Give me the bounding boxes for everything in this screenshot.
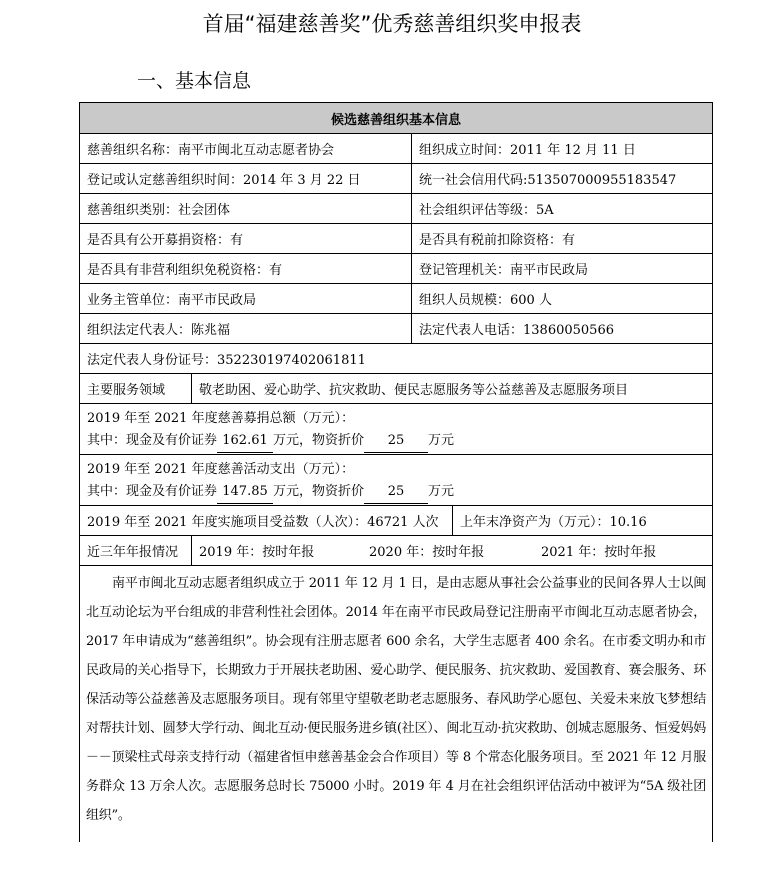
public-fundraising-field: 是否具有公开募捐资格：有 xyxy=(87,233,244,248)
donations-suffix: 万元 xyxy=(428,433,455,448)
donations-block xyxy=(80,404,712,454)
expenses-mid: 万元，物资折价 xyxy=(273,484,365,499)
founded-date-field: 组织成立时间：2011 年 12 月 11 日 xyxy=(411,134,712,163)
table-row xyxy=(80,536,712,566)
table-row xyxy=(80,455,712,506)
donations-prefix: 其中：现金及有价证券 xyxy=(87,433,218,448)
expenses-block xyxy=(80,455,712,505)
expenses-goods-value: 25 xyxy=(364,481,428,504)
expenses-detail xyxy=(87,481,705,504)
introduction-text: 南平市闽北互动志愿者组织成立于 2011 年 12 月 1 日，是由志愿从事社会公益事业的民间各界人士以闽北互动论坛为平台组成的非营利性社会团体。2014 年在南平市民政局登记注册南平市闽北互动志愿者协会，2017 年申请成为“慈善组织”。协会现有注册志愿者 600 余名，大学生志愿者 400 余名。在市委文明办和市民政局的关心指导下，长期致力于开展扶老助困、爱心助学、便民服务、抗灾救助、爱国教育、赛会服务、环保活动等公益慈善及志愿服务项目。现有邻里守望敬老助老志愿服务、春风助学心愿包、关爱未来放飞梦想结对帮扶计划、圆梦大学行动、闽北互动·便民服务进乡镇(社区）、闽北互动·抗灾救助、创城志愿服务、恒爱妈妈－－顶梁柱式母亲支持行动（福建省恒申慈善基金会合作项目）等 8 个常态化服务项目。至 2021 年 12 月服务群众 13 万余人次。志愿服务总时长 75000 小时。2019 年 4 月在社会组织评估活动中被评为“5A 级社团组织”。 xyxy=(86,576,706,823)
legal-rep-id-field: 法定代表人身份证号：352230197402061811 xyxy=(87,353,366,368)
table-row xyxy=(80,254,712,284)
table-row xyxy=(80,224,712,254)
supervising-unit-field: 业务主管单位：南平市民政局 xyxy=(87,293,257,308)
donations-cash-value: 162.61 xyxy=(217,430,273,453)
beneficiaries-field: 2019 年至 2021 年度实施项目受益数（人次）：46721 人次 xyxy=(87,515,439,530)
section-heading: 一、基本信息 xyxy=(137,70,252,92)
annual-report-values xyxy=(191,536,712,565)
evaluation-level-field: 社会组织评估等级：5A xyxy=(411,194,712,223)
table-row xyxy=(80,506,712,536)
table-row xyxy=(80,284,712,314)
org-category-field: 慈善组织类别：社会团体 xyxy=(87,203,231,218)
table-row xyxy=(80,134,712,164)
table-row xyxy=(80,344,712,374)
expenses-suffix: 万元 xyxy=(428,484,455,499)
table-header-row xyxy=(80,103,712,134)
table-row xyxy=(80,314,712,344)
table-header: 候选慈善组织基本信息 xyxy=(80,103,712,133)
service-area-value: 敬老助困、爱心助学、抗灾救助、便民志愿服务等公益慈善及志愿服务项目 xyxy=(191,374,712,403)
net-assets-field: 上年末净资产为（万元）：10.16 xyxy=(452,506,712,535)
table-row xyxy=(80,566,712,842)
credit-code-field: 统一社会信用代码:513507000955183547 xyxy=(411,164,712,193)
table-row xyxy=(80,164,712,194)
expenses-prefix: 其中：现金及有价证券 xyxy=(87,484,218,499)
legal-rep-phone-field: 法定代表人电话：13860050566 xyxy=(411,314,712,343)
table-row xyxy=(80,404,712,455)
donations-mid: 万元，物资折价 xyxy=(273,433,365,448)
registration-date-field: 登记或认定慈善组织时间：2014 年 3 月 22 日 xyxy=(87,173,361,188)
donations-title: 2019 年至 2021 年度慈善募捐总额（万元）： xyxy=(87,411,355,426)
donations-detail xyxy=(87,430,705,453)
donations-goods-value: 25 xyxy=(364,430,428,453)
report-2021: 2021 年：按时年报 xyxy=(541,545,657,560)
registration-authority-field: 登记管理机关：南平市民政局 xyxy=(411,254,712,283)
legal-rep-field: 组织法定代表人：陈兆福 xyxy=(87,323,231,338)
expenses-cash-value: 147.85 xyxy=(217,481,273,504)
service-area-label: 主要服务领域 xyxy=(87,383,166,398)
staff-size-field: 组织人员规模：600 人 xyxy=(411,284,712,313)
form-title: 首届“福建慈善奖”优秀慈善组织奖申报表 xyxy=(202,12,582,36)
table-row xyxy=(80,194,712,224)
report-2019: 2019 年：按时年报 xyxy=(199,545,315,560)
report-2020: 2020 年：按时年报 xyxy=(369,545,485,560)
org-name-field: 慈善组织名称：南平市闽北互动志愿者协会 xyxy=(87,143,335,158)
annual-report-label: 近三年年报情况 xyxy=(87,545,179,560)
tax-exemption-field: 是否具有非营利组织免税资格：有 xyxy=(87,263,283,278)
expenses-title: 2019 年至 2021 年度慈善活动支出（万元）： xyxy=(87,462,355,477)
info-table xyxy=(79,102,713,842)
tax-deduction-field: 是否具有税前扣除资格：有 xyxy=(411,224,712,253)
table-row xyxy=(80,374,712,404)
